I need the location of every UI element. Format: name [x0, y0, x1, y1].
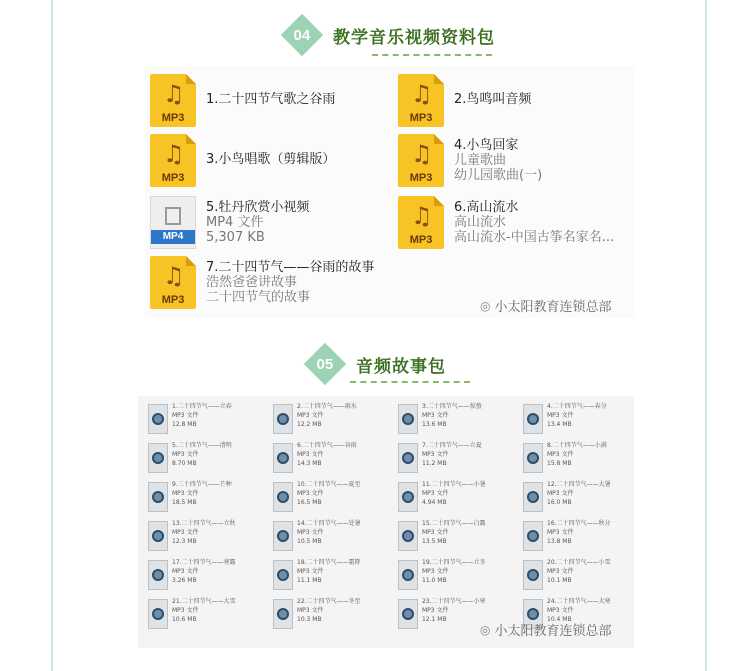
file-name: 3.小鸟唱歌（剪辑版） [206, 152, 336, 167]
mp3-file-icon: ♫ MP3 [398, 74, 444, 127]
file-size: 15.8 MB [547, 460, 572, 467]
audio-file-item[interactable] [523, 558, 611, 590]
file-type: MP3 文件 [547, 412, 574, 419]
file-item[interactable] [150, 74, 335, 127]
file-type: MP3 文件 [172, 451, 199, 458]
mp3-file-icon: ♫ MP3 [150, 74, 196, 127]
wechat-icon: ◎ [480, 298, 491, 313]
audio-file-item[interactable] [273, 597, 361, 629]
file-size: 14.3 MB [297, 460, 322, 467]
section-title: 教学音乐视频资料包 [333, 27, 495, 48]
file-name: 4.二十四节气——春分 [547, 403, 607, 410]
mp3-file-icon: ♫ MP3 [398, 134, 444, 187]
file-name: 24.二十四节气——大寒 [547, 598, 611, 605]
file-name: 4.小鸟回家 [454, 138, 519, 153]
watermark-text: 小太阳教育连锁总部 [494, 300, 612, 315]
file-name: 2.二十四节气——雨水 [297, 403, 357, 410]
file-type: MP3 文件 [547, 607, 574, 614]
audio-file-item[interactable] [148, 441, 232, 473]
audio-file-icon [273, 443, 293, 473]
audio-file-icon [523, 443, 543, 473]
file-item[interactable] [150, 196, 309, 249]
audio-file-icon [148, 599, 168, 629]
audio-file-icon [148, 521, 168, 551]
audio-file-item[interactable] [398, 597, 486, 629]
file-size: 8.70 MB [172, 460, 197, 467]
file-name: 5.牡丹欣赏小视频 [206, 200, 310, 215]
file-type: MP3 文件 [547, 451, 574, 458]
file-type: MP3 文件 [422, 529, 449, 536]
file-name: 20.二十四节气——小雪 [547, 559, 611, 566]
file-detail: 高山流水 [454, 215, 507, 230]
file-size: 3.26 MB [172, 577, 197, 584]
title-underline [372, 54, 492, 56]
file-size: 10.3 MB [297, 616, 322, 623]
file-name: 12.二十四节气——大暑 [547, 481, 611, 488]
file-detail: 儿童歌曲 [454, 153, 507, 168]
mp3-file-icon: ♫ MP3 [150, 256, 196, 309]
file-type: MP3 文件 [547, 529, 574, 536]
audio-file-icon [398, 599, 418, 629]
file-detail: 二十四节气的故事 [206, 290, 311, 305]
file-item[interactable] [398, 134, 542, 187]
audio-file-icon [148, 560, 168, 590]
audio-file-item[interactable] [398, 480, 486, 512]
right-border [705, 0, 707, 671]
audio-file-icon [523, 521, 543, 551]
file-type: MP3 文件 [422, 490, 449, 497]
audio-file-item[interactable] [398, 519, 486, 551]
audio-file-icon [398, 521, 418, 551]
file-item[interactable] [150, 256, 374, 309]
audio-file-icon [398, 560, 418, 590]
audio-file-icon [398, 404, 418, 434]
audio-file-icon [523, 404, 543, 434]
file-type: MP3 文件 [172, 412, 199, 419]
file-size: 11.1 MB [297, 577, 322, 584]
file-name: 6.高山流水 [454, 200, 519, 215]
file-size: 13.6 MB [422, 421, 447, 428]
file-type: MP3 文件 [297, 412, 324, 419]
section-number-badge [281, 14, 323, 56]
audio-file-item[interactable] [398, 402, 482, 434]
file-size: 13.4 MB [547, 421, 572, 428]
audio-file-item[interactable] [273, 519, 361, 551]
audio-file-item[interactable] [148, 558, 236, 590]
file-type: MP4 文件 [206, 215, 264, 230]
left-border [51, 0, 53, 671]
audio-file-item[interactable] [273, 558, 361, 590]
audio-file-icon [523, 482, 543, 512]
audio-file-icon [273, 521, 293, 551]
file-name: 23.二十四节气——小寒 [422, 598, 486, 605]
file-item[interactable] [150, 134, 335, 187]
file-size: 12.3 MB [172, 538, 197, 545]
file-name: 7.二十四节气——谷雨的故事 [206, 260, 375, 275]
file-size: 10.4 MB [547, 616, 572, 623]
audio-file-icon [398, 482, 418, 512]
file-name: 6.二十四节气——谷雨 [297, 442, 357, 449]
file-size: 18.5 MB [172, 499, 197, 506]
audio-file-icon [148, 404, 168, 434]
audio-file-item[interactable] [148, 402, 232, 434]
wechat-icon: ◎ [480, 622, 491, 637]
file-name: 2.鸟鸣叫音频 [454, 92, 532, 107]
audio-file-item[interactable] [398, 441, 482, 473]
audio-file-item[interactable] [148, 519, 236, 551]
mp3-file-icon: ♫ MP3 [398, 196, 444, 249]
section-number: 05 [316, 355, 334, 373]
audio-file-icon [273, 404, 293, 434]
file-type: MP3 文件 [422, 607, 449, 614]
file-name: 18.二十四节气——霜降 [297, 559, 361, 566]
file-name: 3.二十四节气——惊蛰 [422, 403, 482, 410]
file-type: MP3 文件 [422, 451, 449, 458]
watermark-text: 小太阳教育连锁总部 [494, 624, 612, 639]
audio-file-item[interactable] [273, 480, 361, 512]
audio-file-icon [523, 560, 543, 590]
file-type: MP3 文件 [547, 568, 574, 575]
mp4-file-icon: MP4 [150, 196, 196, 249]
file-type: MP3 文件 [422, 568, 449, 575]
file-name: 13.二十四节气——立秋 [172, 520, 236, 527]
file-name: 1.二十四节气——立春 [172, 403, 232, 410]
file-type: MP3 文件 [547, 490, 574, 497]
file-size: 13.8 MB [547, 538, 572, 545]
file-size: 12.2 MB [297, 421, 322, 428]
file-name: 1.二十四节气歌之谷雨 [206, 92, 336, 107]
file-type: MP3 文件 [297, 568, 324, 575]
audio-file-item[interactable] [523, 441, 607, 473]
section-header-05 [310, 349, 446, 379]
file-detail: 幼儿园歌曲(一) [454, 168, 543, 183]
file-type: MP3 文件 [297, 529, 324, 536]
file-type: MP3 文件 [422, 412, 449, 419]
file-type: MP3 文件 [172, 490, 199, 497]
audio-file-icon [148, 482, 168, 512]
audio-file-panel [138, 396, 634, 648]
file-panel [145, 66, 635, 318]
section-number: 04 [293, 26, 311, 44]
file-size: 10.5 MB [297, 538, 322, 545]
file-size: 16.0 MB [547, 499, 572, 506]
file-name: 5.二十四节气——清明 [172, 442, 232, 449]
mp3-file-icon: ♫ MP3 [150, 134, 196, 187]
file-type: MP3 文件 [297, 607, 324, 614]
file-size: 13.5 MB [422, 538, 447, 545]
file-name: 9.二十四节气——芒种 [172, 481, 232, 488]
file-type: MP3 文件 [172, 529, 199, 536]
audio-file-item[interactable] [398, 558, 486, 590]
section-header-04 [287, 20, 495, 50]
file-name: 14.二十四节气——处暑 [297, 520, 361, 527]
file-size: 11.2 MB [422, 460, 447, 467]
audio-file-item[interactable] [523, 519, 611, 551]
file-size: 16.5 MB [297, 499, 322, 506]
audio-file-icon [148, 443, 168, 473]
audio-file-item[interactable] [273, 402, 357, 434]
audio-file-icon [398, 443, 418, 473]
audio-file-item[interactable] [148, 480, 232, 512]
file-name: 11.二十四节气——小暑 [422, 481, 486, 488]
file-size: 12.8 MB [172, 421, 197, 428]
audio-file-icon [273, 482, 293, 512]
audio-file-icon [273, 560, 293, 590]
file-size: 10.6 MB [172, 616, 197, 623]
audio-file-item[interactable] [273, 441, 357, 473]
file-size: 4.94 MB [422, 499, 447, 506]
file-size: 10.1 MB [547, 577, 572, 584]
file-name: 21.二十四节气——大雪 [172, 598, 236, 605]
audio-file-icon [273, 599, 293, 629]
audio-file-item[interactable] [523, 402, 607, 434]
file-name: 16.二十四节气——秋分 [547, 520, 611, 527]
file-size: 5,307 KB [206, 230, 265, 245]
watermark [480, 296, 612, 315]
file-name: 19.二十四节气——立冬 [422, 559, 486, 566]
file-name: 10.二十四节气——夏至 [297, 481, 361, 488]
title-underline [350, 381, 470, 383]
file-name: 8.二十四节气——小满 [547, 442, 607, 449]
audio-file-item[interactable] [148, 597, 236, 629]
file-type: MP3 文件 [172, 568, 199, 575]
file-detail: 高山流水-中国古筝名家名... [454, 230, 615, 245]
file-type: MP3 文件 [297, 451, 324, 458]
watermark [480, 620, 612, 639]
audio-file-item[interactable] [523, 480, 611, 512]
file-name: 15.二十四节气——白露 [422, 520, 486, 527]
file-type: MP3 文件 [297, 490, 324, 497]
file-type: MP3 文件 [172, 607, 199, 614]
file-name: 7.二十四节气——立夏 [422, 442, 482, 449]
section-title: 音频故事包 [356, 356, 446, 377]
file-item[interactable] [398, 196, 614, 249]
file-name: 22.二十四节气——冬至 [297, 598, 361, 605]
file-name: 17.二十四节气——寒露 [172, 559, 236, 566]
section-number-badge [304, 343, 346, 385]
file-detail: 浩然爸爸讲故事 [206, 275, 298, 290]
file-size: 11.0 MB [422, 577, 447, 584]
file-size: 12.1 MB [422, 616, 447, 623]
file-item[interactable] [398, 74, 531, 127]
